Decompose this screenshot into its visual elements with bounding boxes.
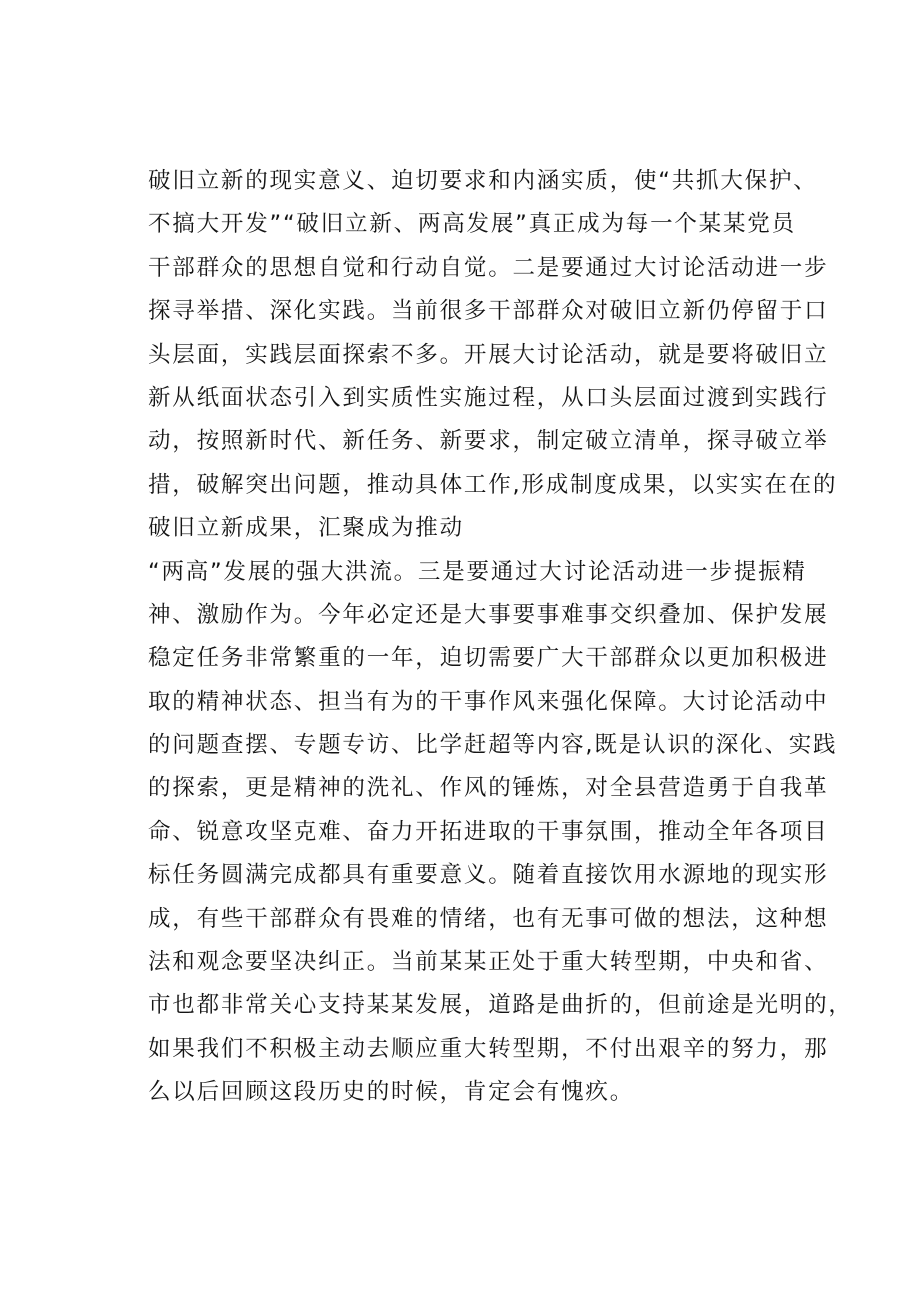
text-line: 头层面，实践层面探索不多。开展大讨论活动，就是要将破旧立 <box>148 341 829 368</box>
text-line: 法和观念要坚决纠正。当前某某正处于重大转型期，中央和省、 <box>148 949 829 976</box>
text-line: 干部群众的思想自觉和行动自觉。二是要通过大讨论活动进一步 <box>148 254 829 281</box>
text-line: 成，有些干部群众有畏难的情绪，也有无事可做的想法，这种想 <box>148 905 829 932</box>
text-line: 的探索，更是精神的洗礼、作风的锤炼，对全县营造勇于自我革 <box>148 775 829 802</box>
text-line: 新从纸面状态引入到实质性实施过程，从口头层面过渡到实践行 <box>148 384 829 411</box>
text-line: 命、锐意攻坚克难、奋力开拓进取的干事氛围，推动全年各项目 <box>148 818 829 845</box>
text-line: 措，破解突出问题，推动具体工作,形成制度成果，以实实在在的 <box>148 471 838 498</box>
text-line: 如果我们不积极主动去顺应重大转型期，不付出艰辛的努力，那 <box>148 1035 829 1062</box>
text-line: “两高”发展的强大洪流。三是要通过大讨论活动进一步提振精 <box>148 558 807 585</box>
text-line: 动，按照新时代、新任务、新要求，制定破立清单，探寻破立举 <box>148 428 829 455</box>
text-line: 探寻举措、深化实践。当前很多干部群众对破旧立新仍停留于口 <box>148 298 829 325</box>
text-line: 稳定任务非常繁重的一年，迫切需要广大干部群众以更加积极进 <box>148 645 829 672</box>
text-line: 神、激励作为。今年必定还是大事要事难事交织叠加、保护发展 <box>148 601 829 628</box>
text-line: 标任务圆满完成都具有重要意义。随着直接饮用水源地的现实形 <box>148 862 829 889</box>
text-line: 取的精神状态、担当有为的干事作风来强化保障。大讨论活动中 <box>148 688 829 715</box>
text-line: 不搞大开发”“破旧立新、两高发展”真正成为每一个某某党员 <box>148 211 796 238</box>
body-paragraph <box>148 160 853 1115</box>
text-line: 破旧立新的现实意义、迫切要求和内涵实质，使“共抓大保护、 <box>148 168 818 194</box>
text-line: 破旧立新成果，汇聚成为推动 <box>148 515 464 542</box>
text-line: 的问题查摆、专题专访、比学赶超等内容,既是认识的深化、实践 <box>148 732 838 759</box>
text-line: 么以后回顾这段历史的时候，肯定会有愧疚。 <box>148 1079 635 1106</box>
text-line: 市也都非常关心支持某某发展，道路是曲折的，但前途是光明的， <box>148 992 853 1019</box>
